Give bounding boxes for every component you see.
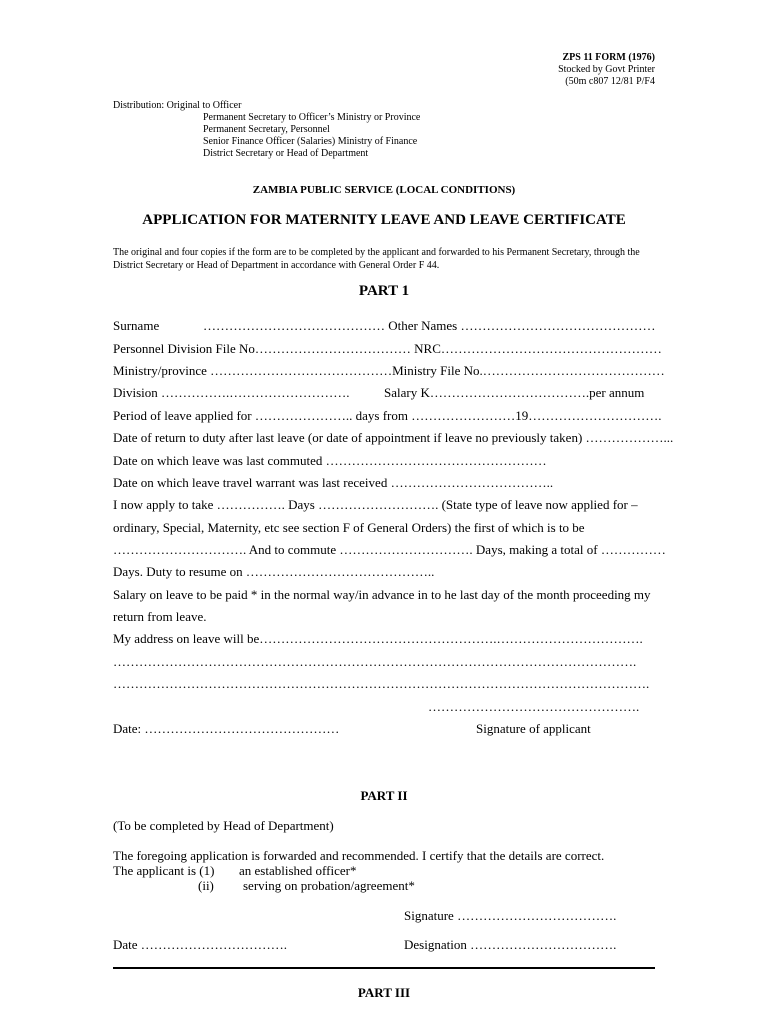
signature-line[interactable]: …………………………………………. [428, 699, 640, 714]
forward-text: The foregoing application is forwarded and recommended. I certify that the details are correct. [113, 848, 605, 863]
option-probation[interactable]: serving on probation/agreement* [243, 878, 415, 893]
intro-line-1: The original and four copies if the form are to be completed by the applicant and forwarded to his Permanent Secretary, through the [113, 247, 640, 258]
surname-field[interactable]: …………………………………… Other Names ……………………………………… [203, 318, 656, 333]
form-code-title: ZPS 11 FORM (1976) [562, 52, 655, 63]
part2-heading: PART II [360, 788, 408, 803]
form-code-ref: (50m c807 12/81 P/F4 [565, 76, 655, 87]
part2-signature-field[interactable]: Signature ………………………………. [404, 908, 617, 923]
form-title: APPLICATION FOR MATERNITY LEAVE AND LEAVE CERTIFICATE [142, 212, 626, 228]
part1-heading: PART 1 [358, 283, 410, 299]
ministry-field[interactable]: Ministry/province ……………………………………Ministry File No.…………………………………… [113, 363, 665, 378]
intro-line-2: District Secretary or Head of Department in accordance with General Order F 44. [113, 260, 440, 271]
distribution-label: Distribution: Original to Officer [113, 100, 242, 111]
apply-line-3[interactable]: …………………………. And to commute …………………………. Days, making a total of …………… [113, 542, 666, 557]
distribution-line-4: District Secretary or Head of Department [203, 148, 369, 159]
intro-text [113, 246, 640, 272]
surname-label: Surname [113, 318, 160, 333]
option-ii-number: (ii) [198, 878, 214, 893]
date-field[interactable]: Date: ……………………………………… [113, 721, 340, 736]
file-no-field[interactable]: Personnel Division File No……………………………… NRC…………………………………………… [113, 341, 662, 356]
address-field-3[interactable]: ……………………………………………………………………………………………………………. [113, 676, 650, 691]
return-date-field[interactable]: Date of return to duty after last leave (or date of appointment if leave no previously taken) ………………... [113, 430, 674, 445]
commuted-date-field[interactable]: Date on which leave was last commuted …………………………………………… [113, 453, 547, 468]
salary-paid-line-2: return from leave. [113, 609, 207, 624]
signature-label: Signature of applicant [476, 721, 591, 736]
distribution-line-1: Permanent Secretary to Officer’s Ministry or Province [203, 112, 421, 123]
salary-paid-line-1: Salary on leave to be paid * in the normal way/in advance in to he last day of the month proceeding my [113, 587, 651, 602]
form-code-block [558, 52, 655, 88]
option-established[interactable]: an established officer* [239, 863, 357, 878]
warrant-date-field[interactable]: Date on which leave travel warrant was last received ……………………………….. [113, 475, 554, 490]
period-field[interactable]: Period of leave applied for ………………….. days from ……………………19…………………………. [113, 408, 662, 423]
salary-field[interactable]: Salary K……………………………….per annum [384, 385, 645, 400]
part3-heading: PART III [357, 985, 411, 1000]
address-field-2[interactable]: …………………………………………………………………………………………………………. [113, 654, 637, 669]
part2-note: (To be completed by Head of Department) [113, 818, 334, 833]
apply-line-1[interactable]: I now apply to take ……………. Days ………………………. (State type of leave now applied for – [113, 497, 638, 512]
applicant-is-label: The applicant is (1) [113, 863, 215, 878]
apply-line-2: ordinary, Special, Maternity, etc see section F of General Orders) the first of which is to be [113, 520, 585, 535]
form-code-stocked: Stocked by Govt Printer [558, 64, 655, 75]
distribution-line-3: Senior Finance Officer (Salaries) Ministry of Finance [203, 136, 418, 147]
designation-field[interactable]: Designation ……………………………. [404, 937, 617, 952]
part2-date-field[interactable]: Date ……………………………. [113, 937, 288, 952]
address-field-1[interactable]: My address on leave will be……………………………………………….……………………………. [113, 631, 643, 646]
distribution-line-2: Permanent Secretary, Personnel [203, 124, 330, 135]
section-divider [113, 967, 655, 969]
service-heading: ZAMBIA PUBLIC SERVICE (LOCAL CONDITIONS) [252, 184, 516, 196]
division-field[interactable]: Division …………….………………………. [113, 385, 350, 400]
apply-line-4[interactable]: Days. Duty to resume on …………………………………….. [113, 564, 435, 579]
